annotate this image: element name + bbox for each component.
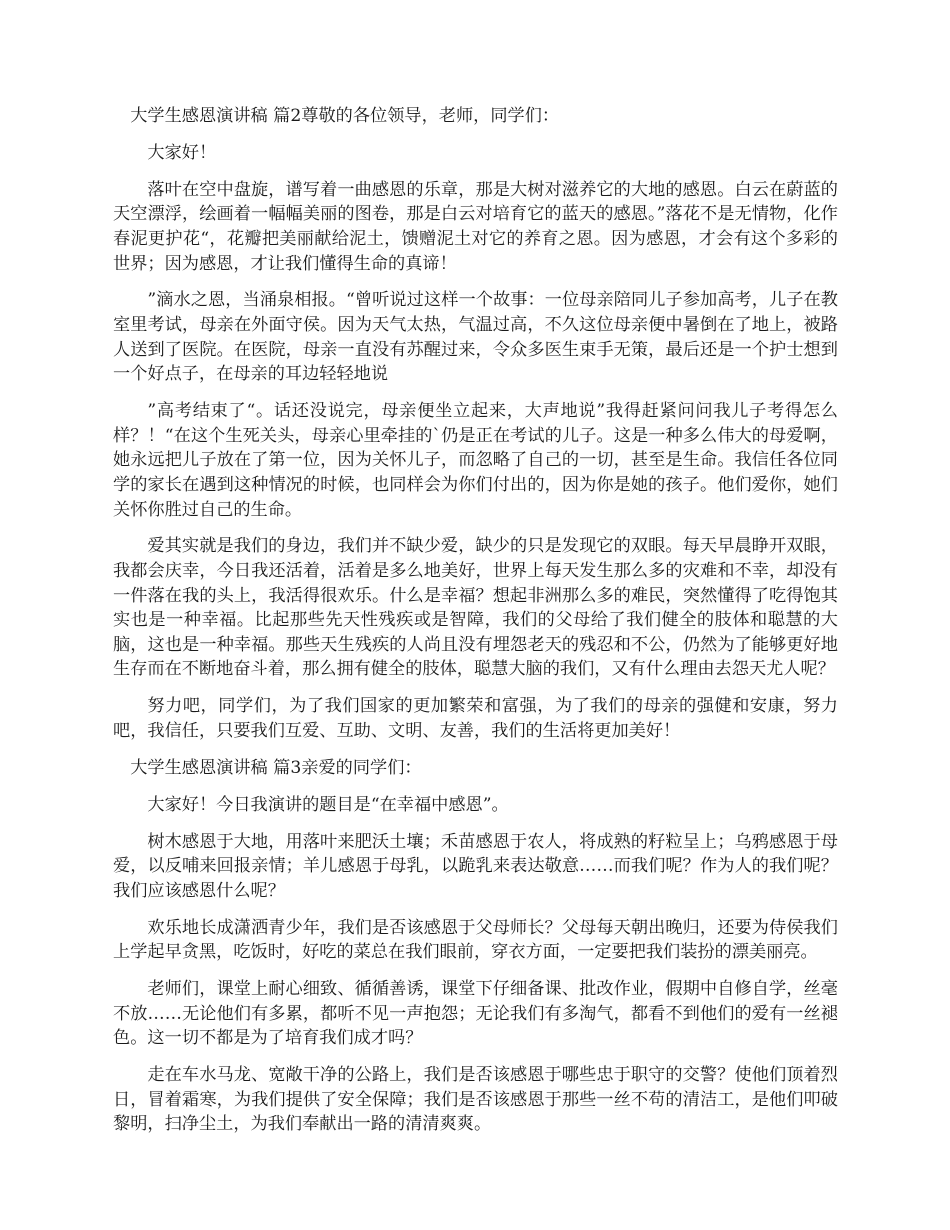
body-paragraph: ”高考结束了“。话还没说完，母亲便坐立起来，大声地说”我得赶紧问问我儿子考得怎么样？！“在这个生死关头，母亲心里牵挂的`仍是正在考试的儿子。这是一种多么伟大的母爱啊，她永远把儿子放在了第一位，因为关怀儿子，而忽略了自己的一切，甚至是生命。我信任各位同学的家长在遇到这种情况的时候，也同样会为你们付出的，因为你是她的孩子。他们爱你，她们关怀你胜过自己的生命。 — [113, 401, 838, 520]
body-paragraph: 努力吧，同学们，为了我们国家的更加繁荣和富强，为了我们的母亲的强健和安康，努力吧，我信任，只要我们互爱、互助、文明、友善，我们的生活将更加美好！ — [113, 696, 838, 741]
speech-3-greeting: 大家好！今日我演讲的题目是“在幸福中感恩”。 — [147, 794, 509, 815]
body-paragraph: 欢乐地长成潇洒青少年，我们是否该感恩于父母师长？父母每天朝出晚归，还要为侍侯我们上学起早贪黑，吃饭时，好吃的菜总在我们眼前，穿衣方面，一定要把我们装扮的漂美丽亮。 — [113, 917, 838, 963]
speech-2-heading: 大学生感恩演讲稿 篇2尊敬的各位领导，老师，同学们： — [130, 106, 560, 126]
body-paragraph: 走在车水马龙、宽敞干净的公路上，我们是否该感恩于哪些忠于职守的交警？使他们顶着烈日，冒着霜寒，为我们提供了安全保障；我们是否该感恩于那些一丝不苟的清洁工，是他们叩破黎明，扫净尘土，为我们奉献出一路的清清爽爽。 — [113, 1065, 838, 1135]
body-paragraph: 落叶在空中盘旋，谱写着一曲感恩的乐章，那是大树对滋养它的大地的感恩。白云在蔚蓝的天空漂浮，绘画着一幅幅美丽的图卷，那是白云对培育它的蓝天的感恩。”落花不是无情物，化作春泥更护花“，花瓣把美丽献给泥土，馈赠泥土对它的养育之恩。因为感恩，才会有这个多彩的世界；因为感恩，才让我们懂得生命的真谛！ — [113, 179, 838, 274]
body-paragraph: 老师们，课堂上耐心细致、循循善诱，课堂下仔细备课、批改作业，假期中自修自学，丝毫不放……无论他们有多累，都听不见一声抱怨；无论我们有多淘气，都看不到他们的爱有一丝褪色。这一切不都是为了培育我们成才吗？ — [113, 979, 838, 1049]
speech-3-heading: 大学生感恩演讲稿 篇3亲爱的同学们： — [130, 757, 422, 778]
speech-2-greeting: 大家好！ — [147, 142, 217, 163]
document-page — [113, 104, 838, 1149]
body-paragraph: 爱其实就是我们的身边，我们并不缺少爱，缺少的只是发现它的双眼。每天早晨睁开双眼，我都会庆幸，今日我还活着，活着是多么地美好，世界上每天发生那么多的灾难和不幸，却没有一件落在我的头上，我活得很欢乐。什么是幸福？想起非洲那么多的难民，突然懂得了吃得饱其实也是一种幸福。比起那些先天性残疾或是智障，我们的父母给了我们健全的肢体和聪慧的大脑，这也是一种幸福。那些天生残疾的人尚且没有埋怨老天的残忍和不公，仍然为了能够更好地生存而在不断地奋斗着，那么拥有健全的肢体，聪慧大脑的我们，又有什么理由去怨天尤人呢？ — [113, 536, 838, 680]
body-paragraph: 树木感恩于大地，用落叶来肥沃土壤；禾苗感恩于农人，将成熟的籽粒呈上；乌鸦感恩于母爱，以反哺来回报亲情；羊儿感恩于母乳，以跪乳来表达敬意……而我们呢？作为人的我们呢？我们应该感恩什么呢？ — [113, 831, 838, 901]
body-paragraph: ”滴水之恩，当涌泉相报。“曾听说过这样一个故事：一位母亲陪同儿子参加高考，儿子在教室里考试，母亲在外面守侯。因为天气太热，气温过高，不久这位母亲便中暑倒在了地上，被路人送到了医院。在医院，母亲一直没有苏醒过来，令众多医生束手无策，最后还是一个护士想到一个好点子，在母亲的耳边轻轻地说 — [113, 290, 838, 385]
